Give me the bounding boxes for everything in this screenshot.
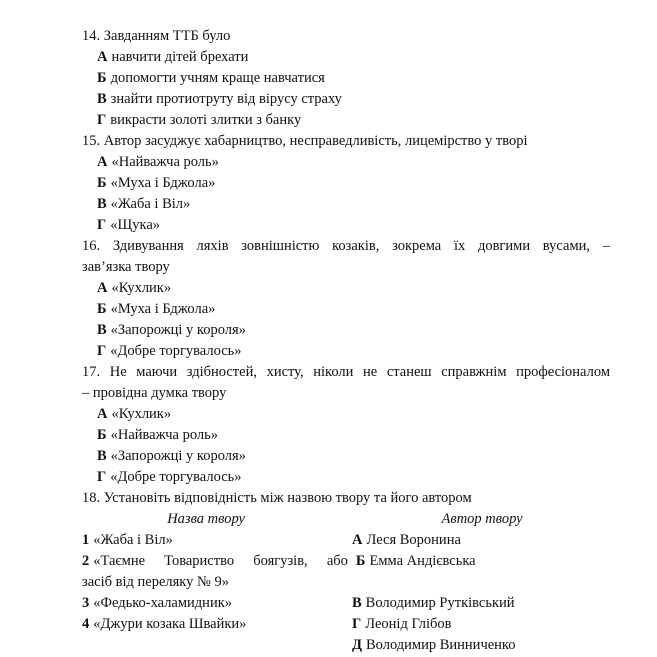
match-row (82, 614, 610, 635)
option-b (82, 299, 610, 320)
option-letter: А (97, 280, 108, 296)
option-letter: Г (97, 469, 107, 485)
option-h (82, 215, 610, 236)
option-text: «Добре торгувалось» (110, 469, 242, 485)
match-row (82, 593, 610, 614)
option-letter: В (97, 196, 107, 212)
row-number: 2 (82, 553, 90, 569)
question-stem-line: 17. Не маючи здібностей, хисту, ніколи не станеш справжнім професіоналом (82, 364, 610, 380)
option-text: «Добре торгувалось» (110, 343, 242, 359)
question-stem-line: – провідна думка твору (82, 385, 227, 401)
question-stem-line: зав’язка твору (82, 259, 170, 275)
option-a (82, 404, 610, 425)
work-title: «Федько-халамидник» (93, 595, 232, 611)
author-letter: Б (355, 553, 366, 569)
question-17 (82, 362, 610, 488)
test-page (82, 26, 610, 656)
option-letter: В (97, 322, 107, 338)
match-row (82, 635, 610, 656)
option-letter: Б (97, 175, 107, 191)
option-h (82, 110, 610, 131)
author-name: Леонід Глібов (365, 616, 452, 632)
author-letter: А (352, 532, 363, 548)
author-name: Володимир Рутківський (365, 595, 515, 611)
work-title: засіб від переляку № 9» (82, 574, 229, 590)
option-letter: А (97, 49, 108, 65)
option-a (82, 278, 610, 299)
option-v (82, 320, 610, 341)
author-name: Емма Андієвська (369, 553, 476, 569)
question-15 (82, 131, 610, 236)
question-14 (82, 26, 610, 131)
work-title: «Таємне Товариство боягузів, або (93, 553, 348, 569)
author-letter: Д (352, 637, 362, 653)
row-number: 3 (82, 595, 90, 611)
question-stem: 14. Завданням ТТБ було (82, 28, 231, 44)
work-title: «Джури козака Швайки» (93, 616, 247, 632)
option-text: «Кухлик» (111, 406, 172, 422)
author-letter: Г (352, 616, 362, 632)
option-v (82, 89, 610, 110)
option-letter: В (97, 448, 107, 464)
row-number: 4 (82, 616, 90, 632)
match-header (82, 509, 610, 530)
option-a (82, 47, 610, 68)
option-a (82, 152, 610, 173)
option-text: викрасти золоті злитки з банку (110, 112, 302, 128)
option-letter: Б (97, 301, 107, 317)
option-letter: Б (97, 70, 107, 86)
option-h (82, 467, 610, 488)
work-title: «Жаба і Віл» (93, 532, 173, 548)
option-text: «Муха і Бджола» (110, 175, 216, 191)
option-text: «Запорожці у короля» (110, 322, 246, 338)
column-header-author: Автор твору (441, 511, 523, 527)
option-letter: Б (97, 427, 107, 443)
question-stem-line: 16. Здивування ляхів зовнішністю козаків, зокрема їх довгими вусами, – (82, 238, 610, 254)
author-name: Леся Воронина (366, 532, 461, 548)
option-text: знайти протиотруту від вірусу страху (110, 91, 342, 107)
option-letter: В (97, 91, 107, 107)
option-letter: А (97, 154, 108, 170)
option-b (82, 173, 610, 194)
question-stem: 15. Автор засуджує хабарництво, несправедливість, лицемірство у творі (82, 133, 528, 149)
option-letter: Г (97, 343, 107, 359)
option-text: «Кухлик» (111, 280, 172, 296)
option-text: «Найважча роль» (111, 154, 219, 170)
option-letter: Г (97, 217, 107, 233)
question-18 (82, 488, 610, 656)
option-text: «Жаба і Віл» (110, 196, 191, 212)
match-row (82, 551, 610, 572)
option-letter: А (97, 406, 108, 422)
option-text: допомогти учням краще навчатися (110, 70, 325, 86)
match-row (82, 530, 610, 551)
author-letter: В (352, 595, 362, 611)
option-b (82, 68, 610, 89)
option-text: «Найважча роль» (110, 427, 219, 443)
option-v (82, 194, 610, 215)
author-name: Володимир Винниченко (365, 637, 516, 653)
match-row (82, 572, 610, 593)
option-h (82, 341, 610, 362)
row-number: 1 (82, 532, 90, 548)
option-text: «Запорожці у короля» (110, 448, 246, 464)
option-text: «Муха і Бджола» (110, 301, 216, 317)
option-text: «Щука» (110, 217, 161, 233)
option-letter: Г (97, 112, 107, 128)
question-stem: 18. Установіть відповідність між назвою твору та його автором (82, 490, 472, 506)
column-header-title: Назва твору (167, 511, 245, 527)
option-b (82, 425, 610, 446)
question-16 (82, 236, 610, 362)
option-v (82, 446, 610, 467)
option-text: навчити дітей брехати (111, 49, 249, 65)
